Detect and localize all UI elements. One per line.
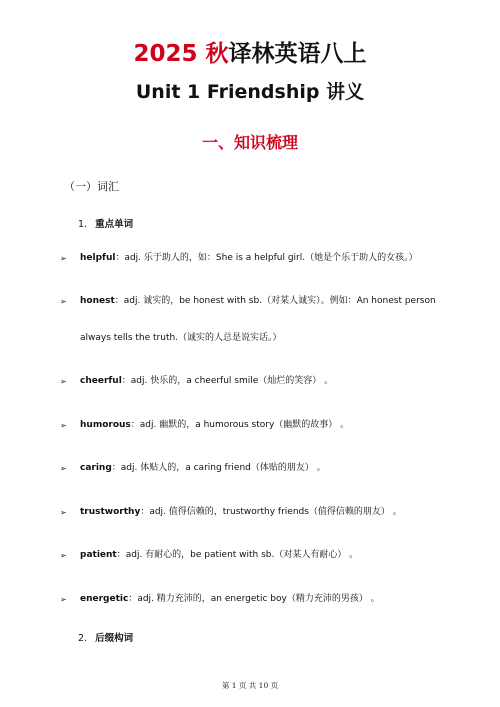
bullet-icon: ➢ <box>60 464 67 473</box>
heading-number: 2. <box>78 633 88 644</box>
vocab-word: patient <box>80 550 117 560</box>
document-title <box>0 38 500 70</box>
vocab-definition: ：adj. 体贴人的，a caring friend（体贴的朋友） 。 <box>111 463 326 473</box>
vocab-definition: ：adj. 有耐心的，be patient with sb.（对某人有耐心） 。 <box>116 550 359 560</box>
heading-text: 后缀构词 <box>95 633 134 644</box>
title-year: 2025 <box>133 41 198 67</box>
bullet-icon: ➢ <box>60 254 67 263</box>
vocab-definition: ：adj. 幽默的，a humorous story（幽默的故事） 。 <box>130 420 350 430</box>
vocab-definition: ：adj. 乐于助人的，如：She is a helpful girl.（她是个乐于助人的女孩。） <box>115 253 418 263</box>
bullet-icon: ➢ <box>60 551 67 560</box>
heading-text: 重点单词 <box>95 219 134 230</box>
title-season: 秋 <box>205 41 229 67</box>
bullet-icon: ➢ <box>60 297 67 306</box>
page-footer: 第 1 页 共 10 页 <box>221 681 279 690</box>
bullet-icon: ➢ <box>60 595 67 604</box>
vocab-definition: ：adj. 快乐的，a cheerful smile（灿烂的笑容） 。 <box>121 376 334 386</box>
vocab-word: energetic <box>80 594 129 604</box>
vocab-word: trustworthy <box>80 507 141 517</box>
section-title: 一、知识梳理 <box>201 133 298 152</box>
document-subtitle: Unit 1 Friendship 讲义 <box>135 81 365 103</box>
vocab-definition: ：adj. 值得信赖的，trustworthy friends（值得信赖的朋友） 。 <box>140 507 402 517</box>
bullet-icon: ➢ <box>60 508 67 517</box>
title-rest: 译林英语八上 <box>228 41 367 67</box>
vocab-word: caring <box>80 463 112 473</box>
vocab-word: cheerful <box>80 376 122 386</box>
vocab-word: honest <box>80 296 115 306</box>
subsection-title: （一）词汇 <box>64 180 119 193</box>
bullet-icon: ➢ <box>60 377 67 386</box>
heading-key-words <box>78 216 133 230</box>
heading-number: 1. <box>78 219 88 230</box>
vocab-word: helpful <box>80 253 116 263</box>
heading-suffix-word-formation <box>78 630 133 644</box>
vocab-word: humorous <box>80 420 131 430</box>
vocab-definition: ：adj. 精力充沛的，an energetic boy（精力充沛的男孩） 。 <box>128 594 380 604</box>
bullet-icon: ➢ <box>60 421 67 430</box>
vocab-definition: ：adj. 诚实的，be honest with sb.（对某人诚实）。例如：An honest person <box>114 296 436 306</box>
vocab-definition-continued: always tells the truth.（诚实的人总是说实话。） <box>80 333 282 343</box>
